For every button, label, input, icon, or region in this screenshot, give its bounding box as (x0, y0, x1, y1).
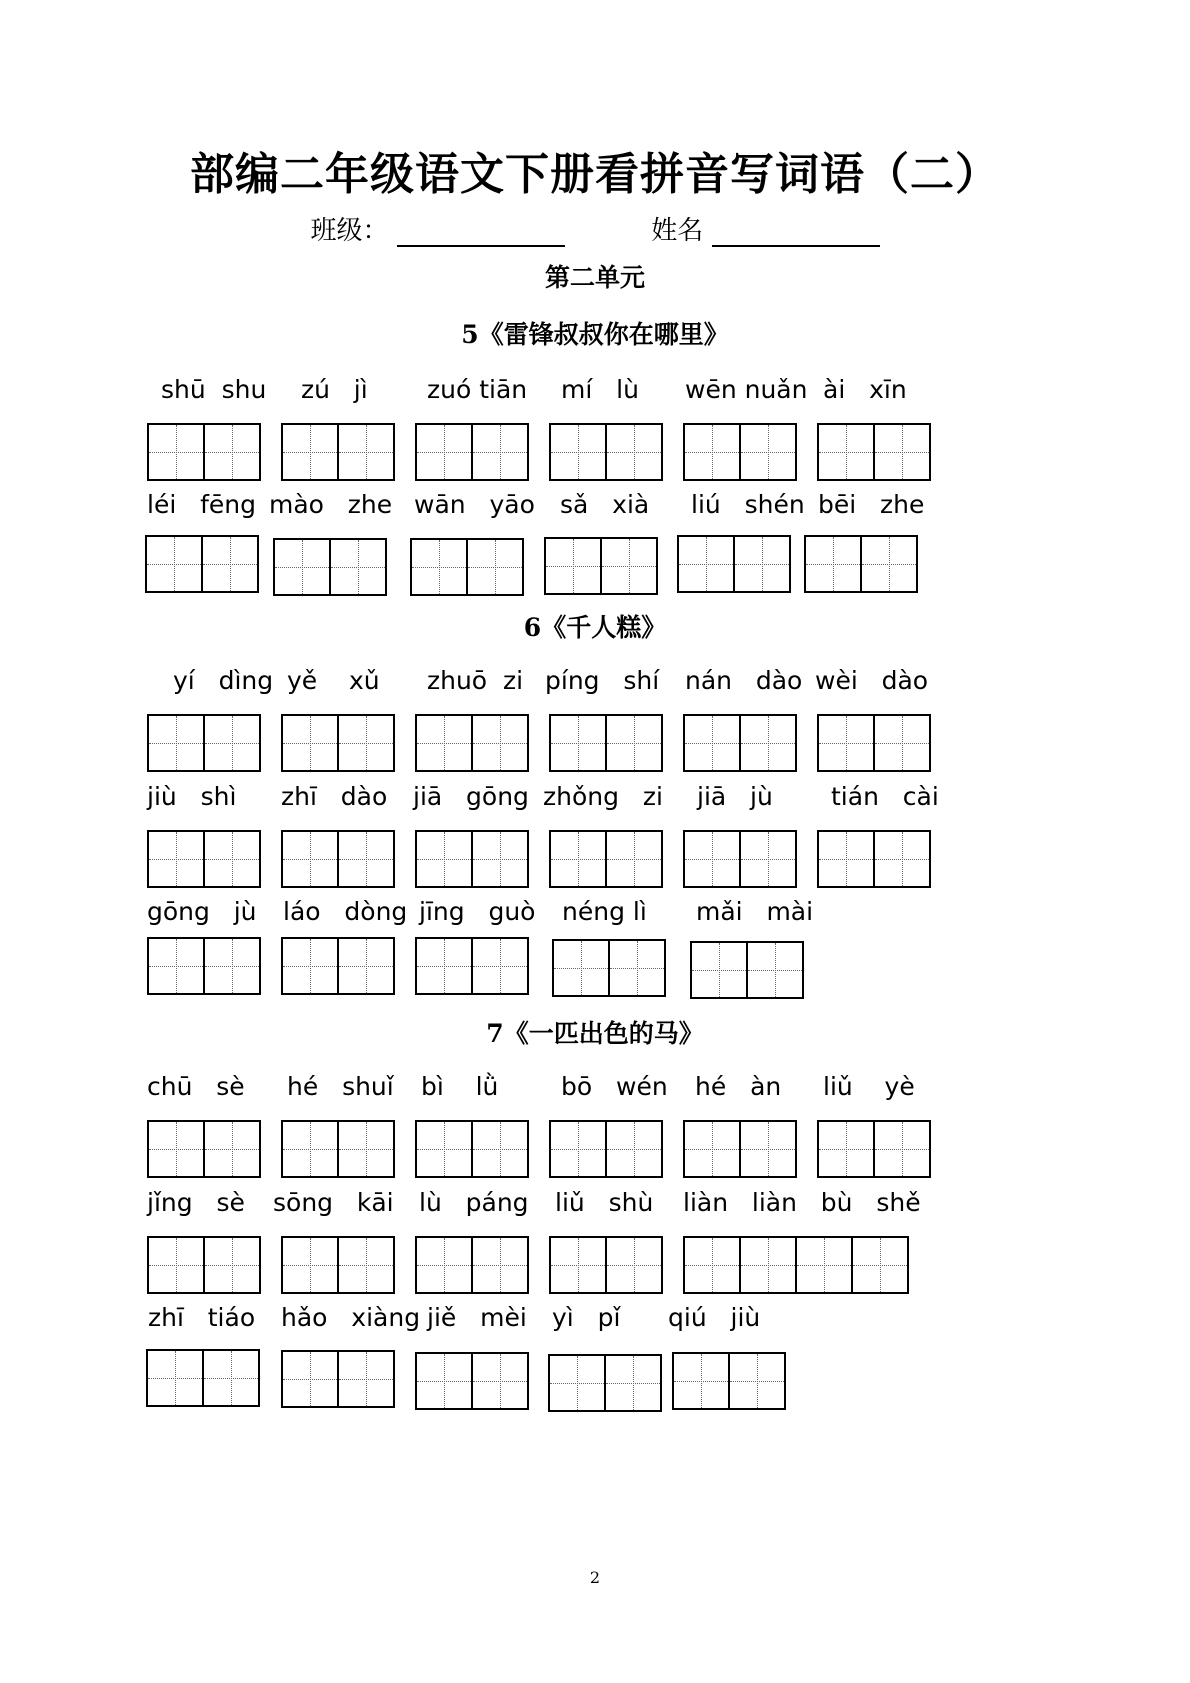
pinyin: tián cài (831, 782, 939, 811)
pinyin: wèi dào (815, 666, 929, 695)
writing-boxes[interactable] (804, 535, 918, 593)
page-title: 部编二年级语文下册看拼音写词语（二） (190, 149, 1000, 200)
writing-boxes[interactable] (817, 830, 931, 888)
writing-boxes[interactable] (281, 1350, 395, 1408)
pinyin: láo dòng (283, 897, 408, 926)
pinyin: jǐng sè (147, 1188, 245, 1217)
writing-boxes[interactable] (145, 535, 259, 593)
pinyin: bēi zhe (818, 490, 925, 519)
writing-boxes[interactable] (415, 937, 529, 995)
pinyin: nán dào (685, 666, 803, 695)
pinyin: jīng guò (419, 897, 536, 926)
writing-boxes[interactable] (281, 1236, 395, 1294)
class-label: 班级： (310, 216, 389, 246)
pinyin: liú shén (691, 490, 805, 519)
student-info (0, 210, 1190, 247)
pinyin: liǔ shù (555, 1188, 654, 1217)
pinyin: bì lǜ (421, 1072, 499, 1101)
pinyin: wēn nuǎn (685, 375, 808, 404)
writing-boxes[interactable] (817, 1120, 931, 1178)
lesson-heading: 6《千人糕》 (523, 613, 667, 642)
writing-boxes[interactable] (549, 1120, 663, 1178)
pinyin: yì pǐ (552, 1303, 621, 1332)
unit-heading: 第二单元 (544, 263, 645, 292)
writing-boxes[interactable] (147, 714, 261, 772)
lesson-heading: 5《雷锋叔叔你在哪里》 (461, 320, 729, 349)
name-field[interactable] (712, 217, 880, 247)
pinyin: hé àn (695, 1072, 782, 1101)
writing-boxes[interactable] (147, 423, 261, 481)
writing-boxes[interactable] (415, 1236, 529, 1294)
writing-boxes[interactable] (544, 537, 658, 595)
writing-boxes[interactable] (817, 714, 931, 772)
writing-boxes[interactable] (683, 714, 797, 772)
writing-boxes[interactable] (147, 1236, 261, 1294)
pinyin: ài xīn (823, 375, 907, 404)
writing-boxes[interactable] (690, 941, 804, 999)
writing-boxes[interactable] (549, 423, 663, 481)
pinyin: sǎ xià (560, 490, 650, 519)
pinyin: zhī dào (281, 782, 388, 811)
writing-boxes[interactable] (147, 937, 261, 995)
writing-boxes[interactable] (683, 1236, 909, 1294)
pinyin: néng lì (562, 897, 647, 926)
pinyin: yí dìng (173, 666, 274, 695)
pinyin: zhǒng zi (543, 782, 663, 811)
writing-boxes[interactable] (281, 714, 395, 772)
pinyin: zú jì (301, 375, 368, 404)
pinyin: qiú jiù (668, 1303, 761, 1332)
writing-boxes[interactable] (817, 423, 931, 481)
pinyin: jiù shì (147, 782, 237, 811)
pinyin: hé shuǐ (287, 1072, 394, 1101)
writing-boxes[interactable] (281, 830, 395, 888)
writing-boxes[interactable] (549, 1236, 663, 1294)
pinyin: zhuō zi (427, 666, 524, 695)
writing-boxes[interactable] (415, 1120, 529, 1178)
writing-boxes[interactable] (415, 1352, 529, 1410)
pinyin: zhī tiáo (148, 1303, 256, 1332)
pinyin: sōng kāi (273, 1188, 394, 1217)
writing-boxes[interactable] (677, 535, 791, 593)
pinyin: hǎo xiàng (281, 1303, 421, 1332)
writing-boxes[interactable] (548, 1354, 662, 1412)
writing-boxes[interactable] (549, 830, 663, 888)
name-label: 姓名 (651, 216, 704, 246)
writing-boxes[interactable] (410, 538, 524, 596)
writing-boxes[interactable] (549, 714, 663, 772)
pinyin: lù páng (419, 1188, 529, 1217)
pinyin: liàn liàn bù shě (683, 1188, 921, 1217)
writing-boxes[interactable] (415, 714, 529, 772)
writing-boxes[interactable] (281, 423, 395, 481)
writing-boxes[interactable] (147, 830, 261, 888)
writing-boxes[interactable] (147, 1120, 261, 1178)
writing-boxes[interactable] (683, 423, 797, 481)
pinyin: léi fēng (147, 490, 257, 519)
pinyin: gōng jù (147, 897, 257, 926)
writing-boxes[interactable] (672, 1352, 786, 1410)
writing-boxes[interactable] (281, 937, 395, 995)
writing-boxes[interactable] (415, 830, 529, 888)
writing-boxes[interactable] (146, 1349, 260, 1407)
pinyin: jiā gōng (413, 782, 529, 811)
class-field[interactable] (397, 217, 565, 247)
pinyin: jiā jù (697, 782, 773, 811)
writing-boxes[interactable] (683, 1120, 797, 1178)
writing-boxes[interactable] (415, 423, 529, 481)
lesson-heading: 7《一匹出色的马》 (486, 1019, 704, 1048)
pinyin: zuó tiān (427, 375, 528, 404)
page-number: 2 (589, 1568, 601, 1587)
writing-boxes[interactable] (281, 1120, 395, 1178)
pinyin: liǔ yè (823, 1072, 915, 1101)
pinyin: mào zhe (269, 490, 393, 519)
pinyin: shū shu (161, 375, 267, 404)
writing-boxes[interactable] (552, 939, 666, 997)
writing-boxes[interactable] (683, 830, 797, 888)
pinyin: bō wén (561, 1072, 668, 1101)
pinyin: mí lù (561, 375, 639, 404)
pinyin: jiě mèi (427, 1303, 527, 1332)
pinyin: yě xǔ (287, 666, 380, 695)
pinyin: chū sè (147, 1072, 245, 1101)
pinyin: wān yāo (414, 490, 535, 519)
pinyin: píng shí (545, 666, 660, 695)
writing-boxes[interactable] (273, 538, 387, 596)
pinyin: mǎi mài (696, 897, 814, 926)
